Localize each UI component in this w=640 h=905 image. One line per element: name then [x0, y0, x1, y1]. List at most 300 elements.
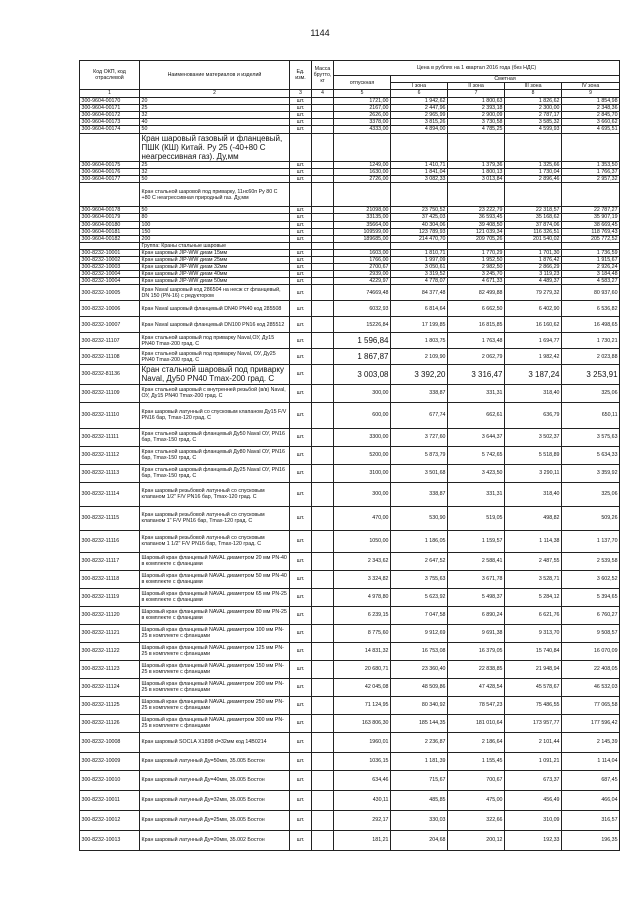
row-zone-3-price: 2 300,00 — [505, 105, 562, 112]
row-name: Кран шаровый JIP-WW диам 25мм — [140, 256, 290, 263]
row-zone-3-price: 4 489,37 — [505, 278, 562, 285]
row-mass — [312, 365, 334, 384]
table-row — [80, 169, 620, 176]
row-zone-4-price: 1 736,59 — [562, 249, 620, 256]
row-mass — [312, 790, 334, 810]
row-unit: шт. — [290, 530, 312, 552]
row-unit: шт. — [290, 642, 312, 660]
row-release-price: 6032,93 — [334, 301, 391, 317]
row-mass — [312, 482, 334, 506]
row-zone-3-price: 79 279,32 — [505, 285, 562, 301]
row-unit: шт. — [290, 105, 312, 112]
table-row — [80, 126, 620, 133]
row-code: 300-8232-10005 — [80, 285, 140, 301]
row-zone-4-price — [562, 133, 620, 162]
row-zone-1-price: 2 109,90 — [391, 349, 448, 365]
row-zone-3-price: 1 982,42 — [505, 349, 562, 365]
row-zone-3-price — [505, 242, 562, 249]
row-unit: шт. — [290, 301, 312, 317]
row-name: Кран Naval шаровый фланцевый DN100 PN16 код 285512 — [140, 317, 290, 333]
row-zone-1-price: 40 304,06 — [391, 221, 448, 228]
column-index-cell: 1 — [80, 90, 140, 98]
row-zone-2-price: 1 155,45 — [448, 752, 505, 770]
row-mass — [312, 235, 334, 242]
row-code: 300-9604-00182 — [80, 235, 140, 242]
row-code: 300-8232-11117 — [80, 552, 140, 570]
row-zone-3-price: 636,79 — [505, 402, 562, 428]
table-row — [80, 207, 620, 214]
row-zone-1-price: 80 340,92 — [391, 696, 448, 714]
row-mass — [312, 301, 334, 317]
row-mass — [312, 228, 334, 235]
row-zone-4-price: 3 184,48 — [562, 271, 620, 278]
row-release-price: 35664,00 — [334, 221, 391, 228]
row-zone-3-price: 37 874,06 — [505, 221, 562, 228]
row-unit: шт. — [290, 256, 312, 263]
row-unit: шт. — [290, 446, 312, 464]
row-zone-4-price: 4 583,27 — [562, 278, 620, 285]
price-table — [79, 60, 620, 851]
table-row — [80, 365, 620, 384]
row-release-price: 2626,00 — [334, 112, 391, 119]
row-release-price: 2700,67 — [334, 263, 391, 270]
row-unit: шт. — [290, 732, 312, 752]
row-unit: шт. — [290, 678, 312, 696]
row-zone-1-price: 4 894,00 — [391, 126, 448, 133]
row-unit: шт. — [290, 624, 312, 642]
column-index-cell: 8 — [505, 90, 562, 98]
table-row — [80, 133, 620, 162]
row-zone-2-price: 1 770,29 — [448, 249, 505, 256]
table-row — [80, 642, 620, 660]
row-zone-1-price: 3 082,33 — [391, 176, 448, 183]
table-row — [80, 752, 620, 770]
row-release-price: 8 775,60 — [334, 624, 391, 642]
row-release-price: 33135,00 — [334, 214, 391, 221]
row-zone-4-price: 1 766,37 — [562, 169, 620, 176]
row-name: Шаровый кран фланцевый NAVAL диаметром 150 мм PN-25 в комплекте с фланцами — [140, 660, 290, 678]
row-zone-2-price: 1 800,13 — [448, 169, 505, 176]
row-code: 300-8232-11109 — [80, 384, 140, 402]
row-release-price: 634,46 — [334, 770, 391, 790]
row-zone-2-price: 700,67 — [448, 770, 505, 790]
row-name: Кран шаровый латунный Ду=32мм, 35.005 Бостон — [140, 790, 290, 810]
row-zone-1-price: 485,85 — [391, 790, 448, 810]
table-row — [80, 317, 620, 333]
row-zone-3-price: 1 091,21 — [505, 752, 562, 770]
row-name: Кран шаровый латунный Ду=20мм, 35.002 Бостон — [140, 830, 290, 850]
table-row — [80, 183, 620, 207]
row-zone-4-price: 22 408,05 — [562, 660, 620, 678]
row-zone-3-price: 318,40 — [505, 384, 562, 402]
row-release-price: 300,00 — [334, 384, 391, 402]
row-mass — [312, 105, 334, 112]
table-row — [80, 770, 620, 790]
row-release-price: 1050,00 — [334, 530, 391, 552]
row-unit: шт. — [290, 588, 312, 606]
row-zone-1-price: 1 181,39 — [391, 752, 448, 770]
row-mass — [312, 678, 334, 696]
row-zone-1-price — [391, 133, 448, 162]
row-code: 300-9604-00180 — [80, 221, 140, 228]
row-unit: шт. — [290, 126, 312, 133]
row-name: Кран стальной шаровый под приварку Naval, ОУ, Ду25 PN40 Tmax-200 град. С — [140, 349, 290, 365]
column-index-cell: 4 — [312, 90, 334, 98]
row-release-price: 109599,00 — [334, 228, 391, 235]
row-zone-1-price: 6 814,64 — [391, 301, 448, 317]
row-mass — [312, 642, 334, 660]
row-zone-3-price: 4 599,93 — [505, 126, 562, 133]
row-zone-1-price: 185 144,35 — [391, 714, 448, 732]
row-release-price: 1 867,87 — [334, 349, 391, 365]
row-name: Группа: Краны стальные шаровые — [140, 242, 290, 249]
row-unit — [290, 242, 312, 249]
row-name: 50 — [140, 207, 290, 214]
row-release-price: 1766,00 — [334, 256, 391, 263]
row-zone-4-price: 650,11 — [562, 402, 620, 428]
row-name: Кран шаровый латунный Ду=25мм, 35.005 Бостон — [140, 810, 290, 830]
row-unit: шт. — [290, 506, 312, 530]
row-name: Шаровый кран фланцевый NAVAL диаметром 300 мм PN-25 в комплекте с фланцами — [140, 714, 290, 732]
row-mass — [312, 285, 334, 301]
table-row — [80, 482, 620, 506]
row-code: 300-8232-10010 — [80, 770, 140, 790]
row-unit: шт. — [290, 606, 312, 624]
row-unit: шт. — [290, 402, 312, 428]
row-code: 300-9604-00170 — [80, 98, 140, 105]
row-zone-4-price: 35 907,19 — [562, 214, 620, 221]
row-mass — [312, 588, 334, 606]
row-mass — [312, 446, 334, 464]
row-zone-1-price: 3 050,61 — [391, 263, 448, 270]
table-row — [80, 552, 620, 570]
row-unit: шт. — [290, 207, 312, 214]
row-mass — [312, 256, 334, 263]
row-mass — [312, 552, 334, 570]
row-zone-2-price: 39 408,50 — [448, 221, 505, 228]
row-code: 300-8232-10007 — [80, 317, 140, 333]
row-mass — [312, 770, 334, 790]
row-zone-1-price: 1 186,05 — [391, 530, 448, 552]
row-release-price: 1249,00 — [334, 162, 391, 169]
row-unit: шт. — [290, 228, 312, 235]
row-zone-3-price: 192,33 — [505, 830, 562, 850]
row-zone-1-price: 2 647,52 — [391, 552, 448, 570]
row-mass — [312, 221, 334, 228]
row-release-price — [334, 133, 391, 162]
table-row — [80, 714, 620, 732]
row-zone-4-price: 80 937,60 — [562, 285, 620, 301]
row-unit: шт. — [290, 830, 312, 850]
row-zone-4-price: 16 070,09 — [562, 642, 620, 660]
row-zone-4-price: 205 772,52 — [562, 235, 620, 242]
table-row — [80, 333, 620, 349]
table-row — [80, 249, 620, 256]
table-row — [80, 256, 620, 263]
row-zone-4-price: 118 769,43 — [562, 228, 620, 235]
row-code: 300-8232-11110 — [80, 402, 140, 428]
row-zone-2-price: 331,31 — [448, 384, 505, 402]
row-name: Кран шаровый латунный Ду=50мм, 35.005 Бостон — [140, 752, 290, 770]
row-code: 300-9604-00173 — [80, 119, 140, 126]
row-zone-4-price: 5 634,33 — [562, 446, 620, 464]
row-release-price: 2 343,62 — [334, 552, 391, 570]
row-mass — [312, 183, 334, 207]
row-name: Кран шаровый резьбовой латунный со спусковым клапаном 1 1/2" F/V PN16 бар, Tmax-120 град. С — [140, 530, 290, 552]
row-name: Шаровый кран фланцевый NAVAL диаметром 125 мм PN-25 в комплекте с фланцами — [140, 642, 290, 660]
row-unit: шт. — [290, 464, 312, 482]
row-name: Кран Naval шаровый фланцевый DN40 PN40 код 285508 — [140, 301, 290, 317]
table-row — [80, 402, 620, 428]
row-zone-1-price: 3 501,68 — [391, 464, 448, 482]
row-zone-2-price — [448, 242, 505, 249]
row-zone-2-price: 2 186,64 — [448, 732, 505, 752]
row-zone-1-price: 338,87 — [391, 482, 448, 506]
row-unit: шт. — [290, 176, 312, 183]
row-unit: шт. — [290, 214, 312, 221]
row-code: 300-8232-11111 — [80, 428, 140, 446]
row-zone-4-price: 6 536,82 — [562, 301, 620, 317]
row-release-price: 430,11 — [334, 790, 391, 810]
row-zone-4-price — [562, 183, 620, 207]
row-zone-4-price: 196,35 — [562, 830, 620, 850]
row-zone-3-price: 318,40 — [505, 482, 562, 506]
row-release-price: 3300,00 — [334, 428, 391, 446]
table-row — [80, 242, 620, 249]
row-zone-2-price: 3 671,78 — [448, 570, 505, 588]
row-mass — [312, 242, 334, 249]
row-zone-2-price: 209 705,26 — [448, 235, 505, 242]
column-index-cell: 9 — [562, 90, 620, 98]
row-name: Кран шаровый резьбовой латунный со спусковым клапаном 1" F/V PN16 бар, Tmax-120 град. С — [140, 506, 290, 530]
row-code: 300-8232-11126 — [80, 714, 140, 732]
row-name: 50 — [140, 176, 290, 183]
row-zone-2-price: 1 159,57 — [448, 530, 505, 552]
header-zone-3: III зона — [505, 83, 562, 90]
row-release-price: 2939,00 — [334, 271, 391, 278]
row-zone-4-price: 38 669,45 — [562, 221, 620, 228]
row-zone-3-price: 35 168,62 — [505, 214, 562, 221]
table-row — [80, 588, 620, 606]
row-unit: шт. — [290, 98, 312, 105]
row-release-price: 300,00 — [334, 482, 391, 506]
row-zone-2-price: 9 691,38 — [448, 624, 505, 642]
row-unit: шт. — [290, 660, 312, 678]
price-table-body — [80, 98, 620, 850]
row-release-price: 1721,00 — [334, 98, 391, 105]
table-row — [80, 810, 620, 830]
row-zone-4-price: 325,06 — [562, 482, 620, 506]
table-row — [80, 235, 620, 242]
row-zone-3-price: 3 119,23 — [505, 271, 562, 278]
row-mass — [312, 349, 334, 365]
row-name: Шаровый кран фланцевый NAVAL диаметром 80 мм PN-25 в комплекте с фланцами — [140, 606, 290, 624]
row-zone-3-price: 21 948,94 — [505, 660, 562, 678]
row-zone-1-price: 2 447,96 — [391, 105, 448, 112]
row-code: 300-8232-11113 — [80, 464, 140, 482]
row-zone-3-price: 1 325,66 — [505, 162, 562, 169]
row-mass — [312, 271, 334, 278]
row-zone-1-price: 16 753,08 — [391, 642, 448, 660]
table-row — [80, 285, 620, 301]
row-zone-4-price: 3 253,91 — [562, 365, 620, 384]
header-mass: Масса брутто, кг — [312, 61, 334, 90]
row-unit: шт. — [290, 263, 312, 270]
row-name: Кран шаровый JIP-WW диам 32мм — [140, 263, 290, 270]
row-zone-4-price: 687,45 — [562, 770, 620, 790]
row-mass — [312, 732, 334, 752]
row-code: 300-8232-10006 — [80, 301, 140, 317]
row-zone-4-price: 3 660,62 — [562, 119, 620, 126]
row-code: 300-8232-11114 — [80, 482, 140, 506]
row-mass — [312, 162, 334, 169]
row-code: 300-8232-10002 — [80, 256, 140, 263]
row-zone-4-price: 3 575,63 — [562, 428, 620, 446]
table-row — [80, 176, 620, 183]
row-name: 40 — [140, 119, 290, 126]
row-mass — [312, 464, 334, 482]
row-unit: шт. — [290, 349, 312, 365]
row-zone-4-price: 2 348,36 — [562, 105, 620, 112]
row-zone-1-price: 5 873,79 — [391, 446, 448, 464]
row-zone-3-price: 498,82 — [505, 506, 562, 530]
table-row — [80, 228, 620, 235]
row-zone-1-price: 4 778,07 — [391, 278, 448, 285]
row-zone-1-price: 1 410,71 — [391, 162, 448, 169]
row-name: 25 — [140, 105, 290, 112]
row-mass — [312, 169, 334, 176]
row-code: 300-9604-00174 — [80, 126, 140, 133]
header-name: Наименование материалов и изделий — [140, 61, 290, 90]
row-zone-3-price: 16 160,62 — [505, 317, 562, 333]
row-name: Кран стальной шаровый фланцевый Ду25 Naval ОУ, PN16 бар, Tmax-150 град. С — [140, 464, 290, 482]
row-mass — [312, 624, 334, 642]
row-code: 300-8232-11122 — [80, 642, 140, 660]
row-mass — [312, 402, 334, 428]
row-release-price — [334, 183, 391, 207]
row-name: 150 — [140, 228, 290, 235]
row-release-price: 600,00 — [334, 402, 391, 428]
row-zone-3-price: 3 585,32 — [505, 119, 562, 126]
row-zone-2-price: 3 316,47 — [448, 365, 505, 384]
row-zone-3-price: 1 114,38 — [505, 530, 562, 552]
row-name: Шаровый кран фланцевый NAVAL диаметром 200 мм PN-25 в комплекте с фланцами — [140, 678, 290, 696]
table-row — [80, 464, 620, 482]
row-zone-2-price — [448, 133, 505, 162]
row-name: Кран стальной шаровой под приварку, 11нс60п Ру 80 С +80 С неагрессивная природный газ. Ду,мм — [140, 183, 290, 207]
row-zone-4-price: 2 845,70 — [562, 112, 620, 119]
row-name: 32 — [140, 112, 290, 119]
row-name: Кран шаровый резьбовой латунный со спусковым клапаном 1/2" F/V PN16 бар, Tmax-120 град. С — [140, 482, 290, 506]
table-row — [80, 446, 620, 464]
row-name: 32 — [140, 169, 290, 176]
page-number: 1144 — [310, 28, 330, 38]
row-mass — [312, 278, 334, 285]
row-code: 300-9604-00179 — [80, 214, 140, 221]
row-zone-1-price: 3 815,26 — [391, 119, 448, 126]
row-mass — [312, 506, 334, 530]
row-code: 300-8232-11123 — [80, 660, 140, 678]
row-zone-2-price: 181 010,64 — [448, 714, 505, 732]
row-unit: шт. — [290, 271, 312, 278]
row-zone-2-price: 1 952,50 — [448, 256, 505, 263]
row-code: 300-9604-00172 — [80, 112, 140, 119]
row-unit: шт. — [290, 235, 312, 242]
row-name: 200 — [140, 235, 290, 242]
table-row — [80, 263, 620, 270]
row-name: 50 — [140, 126, 290, 133]
row-zone-3-price: 2 866,29 — [505, 263, 562, 270]
row-release-price: 1036,15 — [334, 752, 391, 770]
row-zone-1-price: 84 377,48 — [391, 285, 448, 301]
row-zone-3-price: 1 876,42 — [505, 256, 562, 263]
row-name: Шаровый кран фланцевый NAVAL диаметром 100 мм PN-25 в комплекте с фланцами — [140, 624, 290, 642]
row-mass — [312, 570, 334, 588]
row-zone-1-price: 37 425,03 — [391, 214, 448, 221]
row-zone-2-price: 6 662,50 — [448, 301, 505, 317]
table-row — [80, 570, 620, 588]
table-row — [80, 428, 620, 446]
row-release-price: 189685,00 — [334, 235, 391, 242]
row-name: Кран шаровый латунный Ду=40мм, 35.005 Бостон — [140, 770, 290, 790]
row-zone-4-price: 3 359,92 — [562, 464, 620, 482]
table-row — [80, 830, 620, 850]
row-release-price: 3100,00 — [334, 464, 391, 482]
row-zone-2-price: 16 379,05 — [448, 642, 505, 660]
row-zone-2-price: 5 742,65 — [448, 446, 505, 464]
row-zone-3-price: 1 826,62 — [505, 98, 562, 105]
row-release-price: 1960,01 — [334, 732, 391, 752]
row-zone-1-price: 715,67 — [391, 770, 448, 790]
row-name: Кран шаровый JIP-WW диам 15мм — [140, 249, 290, 256]
table-row — [80, 660, 620, 678]
row-zone-1-price: 1 803,75 — [391, 333, 448, 349]
row-zone-4-price: 316,57 — [562, 810, 620, 830]
row-zone-2-price: 6 890,24 — [448, 606, 505, 624]
row-zone-4-price: 325,06 — [562, 384, 620, 402]
row-zone-2-price: 3 245,70 — [448, 271, 505, 278]
row-zone-1-price: 204,68 — [391, 830, 448, 850]
row-release-price: 21098,00 — [334, 207, 391, 214]
row-release-price: 1 596,84 — [334, 333, 391, 349]
table-row — [80, 301, 620, 317]
row-mass — [312, 606, 334, 624]
row-name: Шаровый кран фланцевый NAVAL диаметром 50 мм PN-40 в комплекте с фланцами — [140, 570, 290, 588]
row-mass — [312, 133, 334, 162]
row-zone-2-price: 3 423,50 — [448, 464, 505, 482]
row-zone-3-price: 456,49 — [505, 790, 562, 810]
row-unit: шт. — [290, 162, 312, 169]
row-name: Кран шаровый JIP-WW диам 50мм — [140, 278, 290, 285]
row-code: 300-8232-10003 — [80, 263, 140, 270]
row-zone-2-price: 78 547,23 — [448, 696, 505, 714]
row-zone-1-price: 2 236,87 — [391, 732, 448, 752]
row-zone-4-price — [562, 242, 620, 249]
row-zone-2-price: 4 785,25 — [448, 126, 505, 133]
row-code: 300-8232-11108 — [80, 349, 140, 365]
header-zone-4: IV зона — [562, 83, 620, 90]
row-name: 80 — [140, 214, 290, 221]
row-mass — [312, 696, 334, 714]
row-zone-3-price: 45 578,67 — [505, 678, 562, 696]
row-zone-2-price: 322,66 — [448, 810, 505, 830]
row-zone-1-price — [391, 183, 448, 207]
row-zone-1-price: 330,03 — [391, 810, 448, 830]
row-unit: шт. — [290, 770, 312, 790]
row-release-price: 14 831,32 — [334, 642, 391, 660]
row-zone-1-price: 3 392,20 — [391, 365, 448, 384]
table-row — [80, 606, 620, 624]
